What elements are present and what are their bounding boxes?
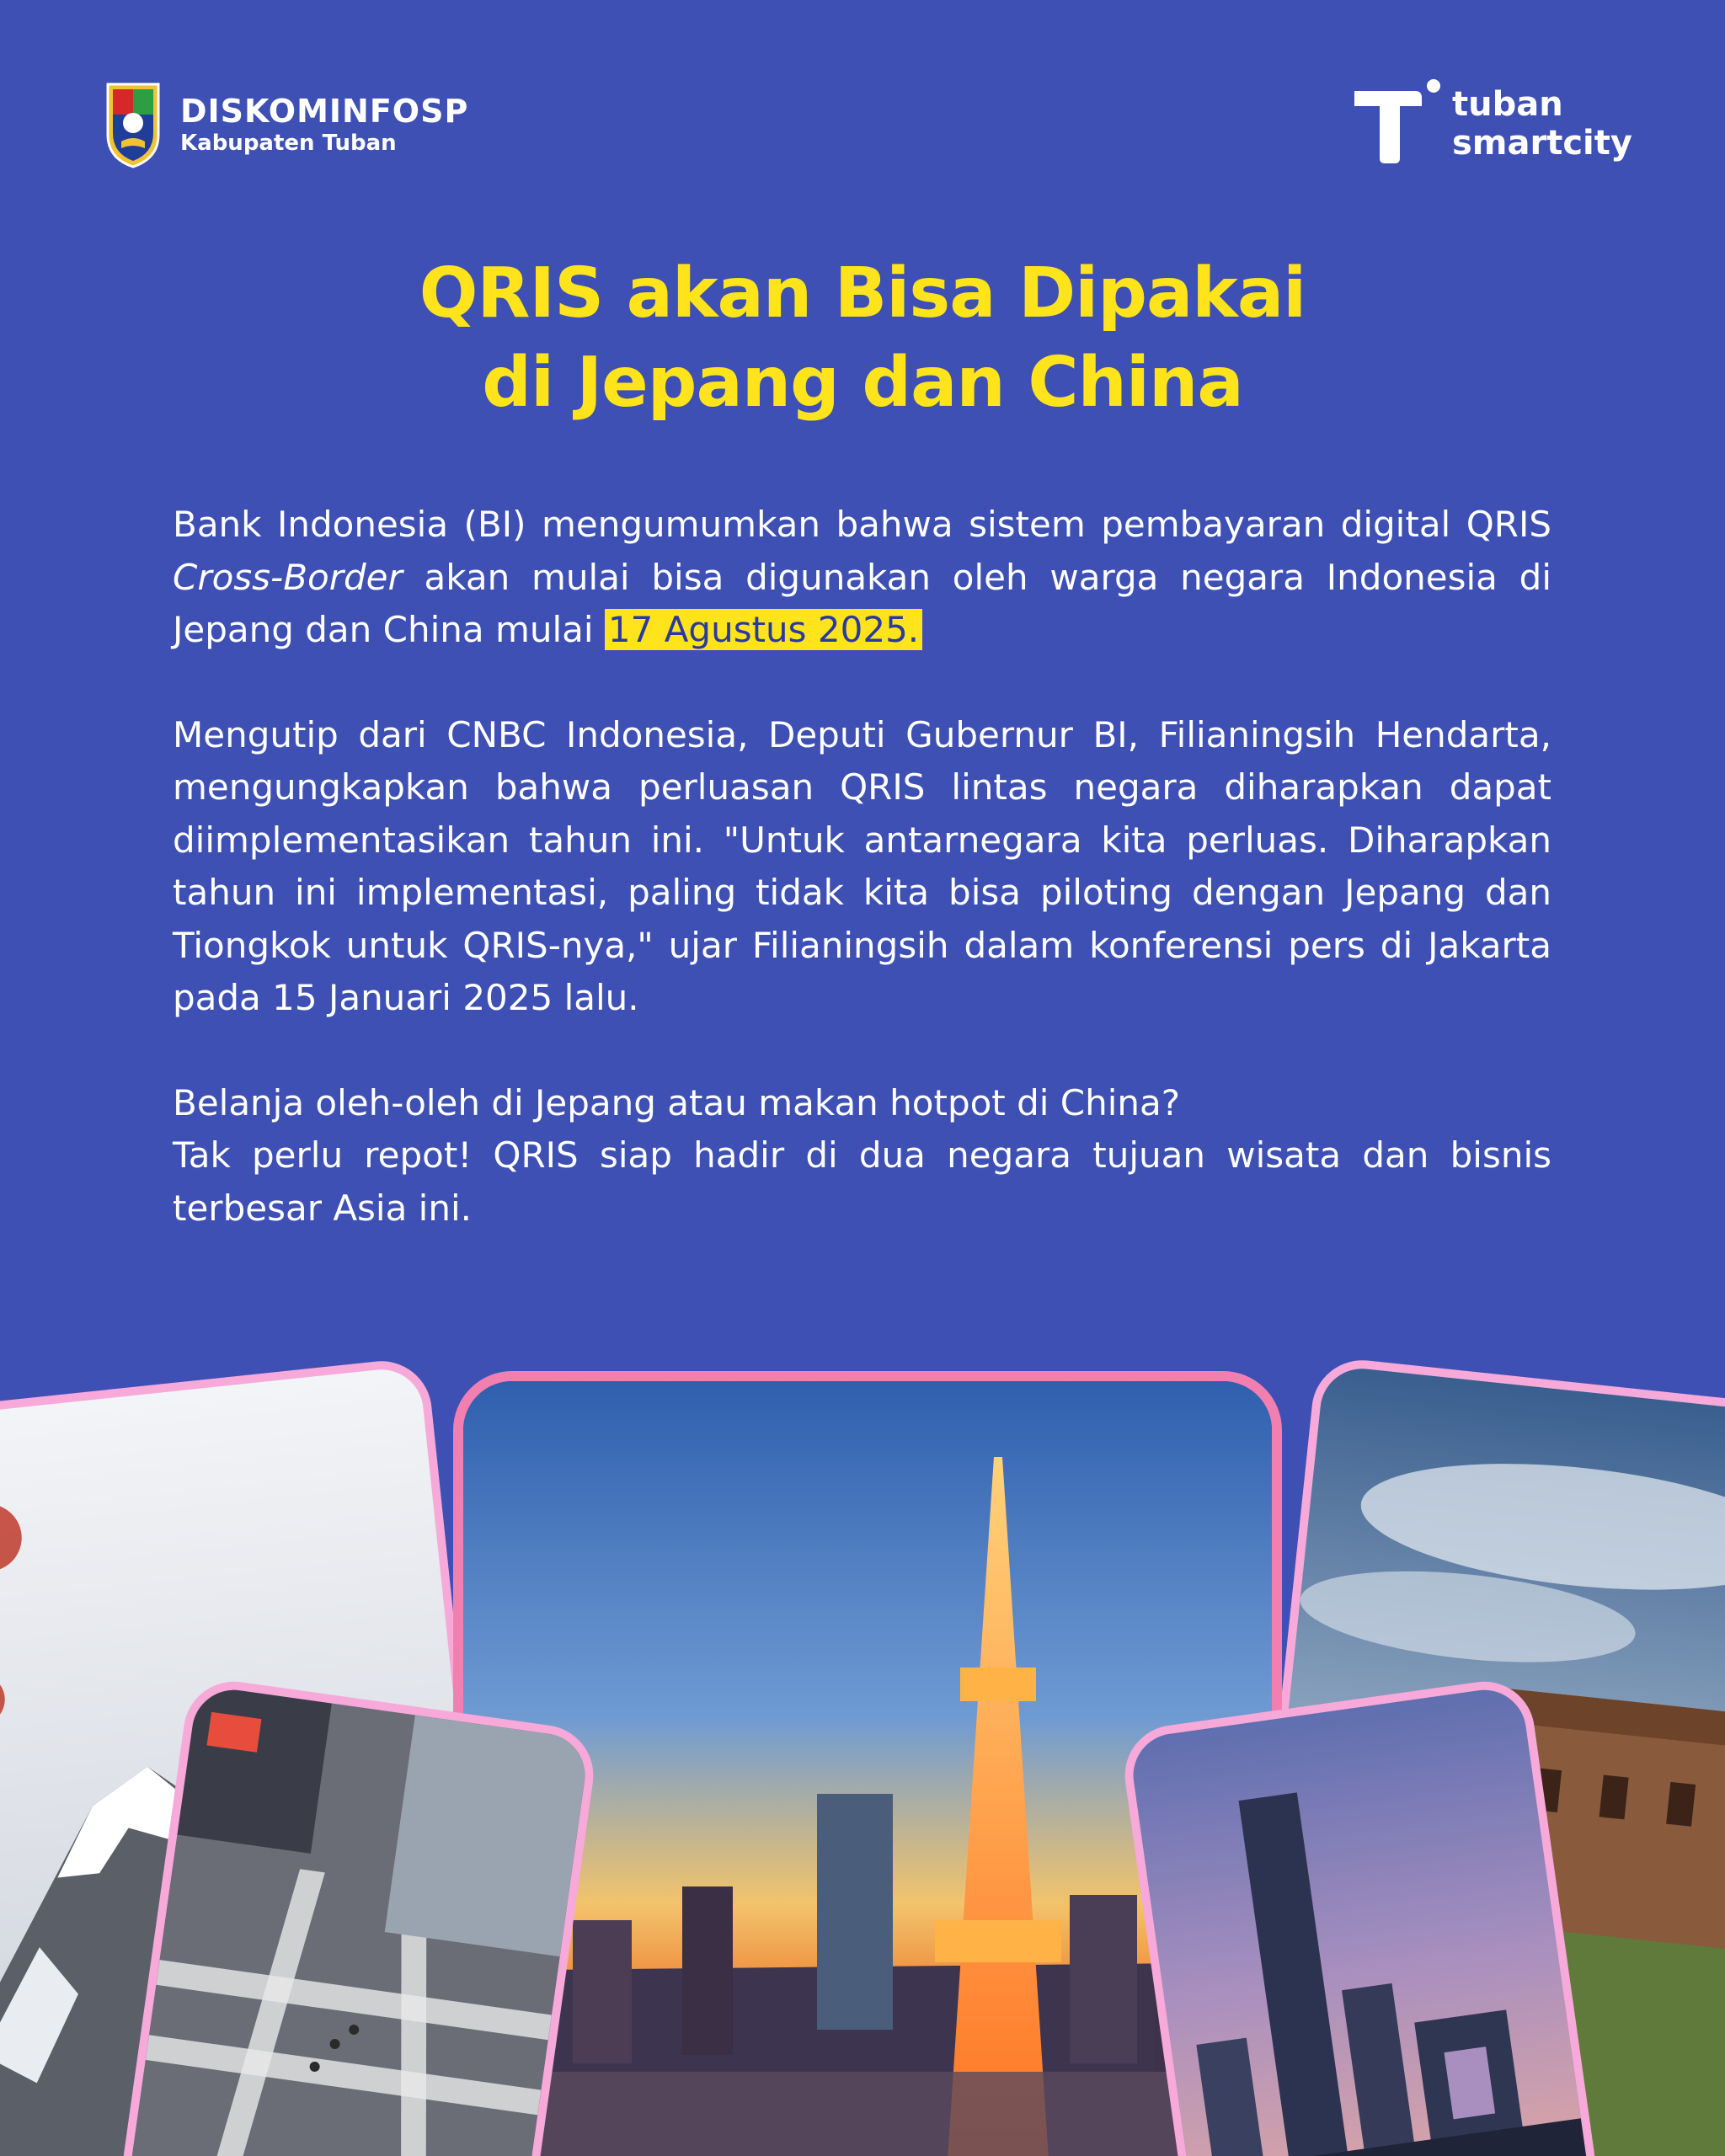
cross-border-term: Cross-Border	[173, 556, 403, 598]
photo-shibuya-crossing	[116, 1675, 600, 2156]
paragraph-1-text-b: akan mulai bisa digunakan oleh warga negara Indonesia di Jepang dan China mulai	[173, 556, 1551, 650]
paragraph-announcement	[173, 499, 1551, 657]
photo-beijing-skyline	[1119, 1675, 1602, 2156]
photo-collage	[0, 1348, 1725, 2156]
closing-statement: Tak perlu repot! QRIS siap hadir di dua negara tujuan wisata dan bisnis terbesar Asia ini.	[173, 1134, 1551, 1229]
paragraph-quote: Mengutip dari CNBC Indonesia, Deputi Gubernur BI, Filianingsih Hendarta, mengungkapkan bahwa perluasan QRIS lintas negara diharapkan dapat diimplementasikan tahun ini. "Untuk antarnegara kita perluas. Diharapkan tahun ini implementasi, paling tidak kita bisa piloting dengan Jepang dan Tiongkok untuk QRIS-nya," ujar Filianingsih dalam konferensi pers di Jakarta pada 15 Januari 2025 lalu.	[173, 713, 1551, 1018]
paragraph-closing	[173, 1077, 1551, 1235]
regency-crest-icon	[103, 81, 163, 168]
launch-date-highlight: 17 Agustus 2025.	[605, 609, 922, 650]
diskominfosp-logo	[103, 81, 468, 168]
tuban-text: tuban	[1452, 85, 1563, 124]
title-line-2: di Jepang dan China	[482, 343, 1243, 423]
title-line-1: QRIS akan Bisa Dipakai	[419, 253, 1306, 334]
diskominfosp-subtitle: Kabupaten Tuban	[180, 131, 397, 156]
t-letter-logo-icon	[1351, 77, 1444, 170]
closing-question: Belanja oleh-oleh di Jepang atau makan hotpot di China?	[173, 1081, 1181, 1123]
tuban-smartcity-logo	[1351, 77, 1632, 170]
page-title	[0, 249, 1725, 428]
diskominfosp-name: DISKOMINFOSP	[180, 93, 469, 130]
article-body	[173, 499, 1551, 1287]
paragraph-1-text-a: Bank Indonesia (BI) mengumumkan bahwa sistem pembayaran digital QRIS	[173, 504, 1551, 545]
smartcity-text: smartcity	[1452, 124, 1632, 163]
